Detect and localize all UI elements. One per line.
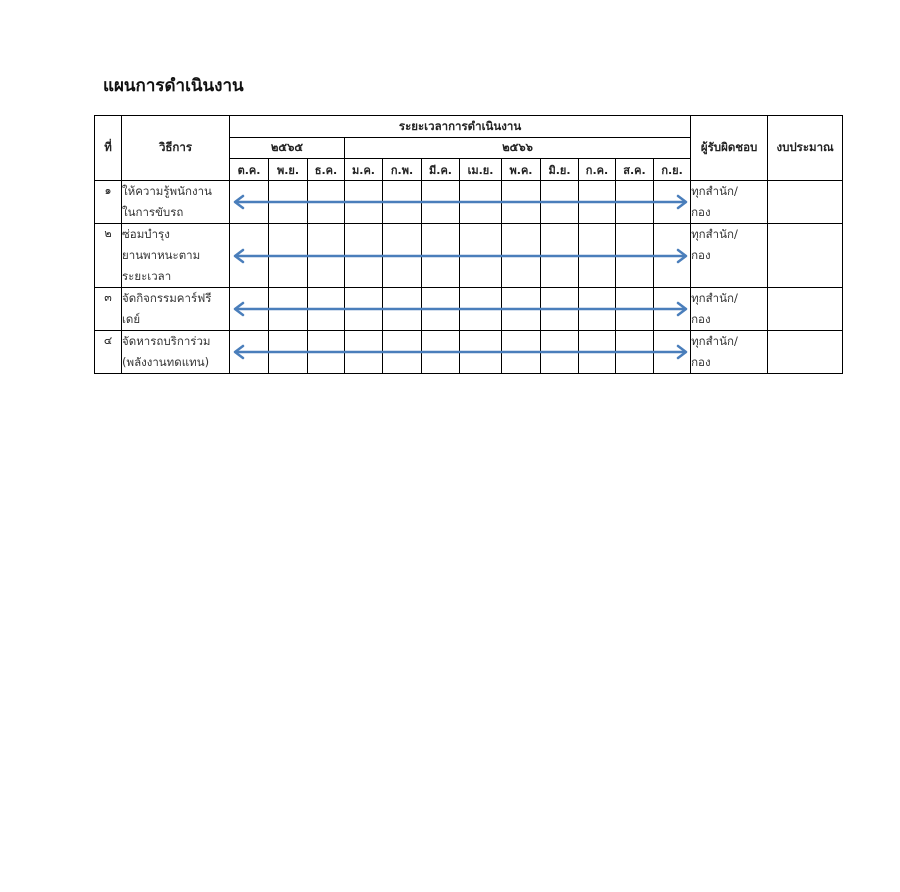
- month-cell: [654, 181, 691, 224]
- header-month: ก.พ.: [383, 159, 422, 181]
- month-cell: [269, 331, 308, 374]
- month-cell: [541, 331, 579, 374]
- month-cell: [345, 181, 383, 224]
- method-text: ในการขับรถ: [122, 205, 184, 219]
- month-cell: [308, 224, 345, 288]
- method-text: ยานพาหนะตาม: [122, 248, 201, 262]
- header-month: เม.ย.: [460, 159, 502, 181]
- method-text: เดย์: [122, 312, 141, 326]
- month-cell: [579, 181, 616, 224]
- month-cell: [616, 224, 654, 288]
- table-row: [95, 288, 843, 331]
- month-cell: [345, 224, 383, 288]
- method-text: ซ่อมบำรุง: [122, 227, 170, 241]
- header-no: ที่: [95, 116, 122, 181]
- row-number: ๓: [95, 288, 122, 331]
- month-cell: [269, 181, 308, 224]
- month-cell: [230, 224, 269, 288]
- responsible-text: กอง: [691, 355, 711, 369]
- responsible-cell: [691, 224, 768, 288]
- budget-cell: [768, 181, 843, 224]
- responsible-cell: [691, 181, 768, 224]
- month-cell: [345, 331, 383, 374]
- month-cell: [502, 331, 541, 374]
- month-cell: [654, 224, 691, 288]
- table-row: [95, 331, 843, 374]
- header-month: ก.ย.: [654, 159, 691, 181]
- month-cell: [616, 331, 654, 374]
- row-number: ๔: [95, 331, 122, 374]
- method-cell: [122, 288, 230, 331]
- method-text: (พลังงานทดแทน): [122, 355, 210, 369]
- responsible-text: กอง: [691, 248, 711, 262]
- month-cell: [269, 224, 308, 288]
- header-responsible: ผู้รับผิดชอบ: [691, 116, 768, 181]
- month-cell: [383, 331, 422, 374]
- row-number: ๑: [95, 181, 122, 224]
- month-cell: [502, 181, 541, 224]
- header-month: พ.ย.: [269, 159, 308, 181]
- budget-cell: [768, 288, 843, 331]
- month-cell: [502, 288, 541, 331]
- month-cell: [345, 288, 383, 331]
- header-timeline: ระยะเวลาการดำเนินงาน: [230, 116, 691, 138]
- month-cell: [502, 224, 541, 288]
- table-row: [95, 224, 843, 288]
- responsible-text: กอง: [691, 312, 711, 326]
- header-month: ม.ค.: [345, 159, 383, 181]
- month-cell: [579, 331, 616, 374]
- month-cell: [460, 224, 502, 288]
- month-cell: [230, 181, 269, 224]
- responsible-text: ทุกสำนัก/: [691, 291, 738, 305]
- row-number: ๒: [95, 224, 122, 288]
- header-year-2565: ๒๕๖๕: [230, 138, 345, 159]
- month-cell: [654, 331, 691, 374]
- month-cell: [579, 224, 616, 288]
- month-cell: [541, 224, 579, 288]
- header-month: มี.ค.: [422, 159, 460, 181]
- header-month: มิ.ย.: [541, 159, 579, 181]
- month-cell: [383, 224, 422, 288]
- month-cell: [654, 288, 691, 331]
- page-title: แผนการดำเนินงาน: [103, 76, 244, 96]
- method-text: ระยะเวลา: [122, 269, 172, 283]
- month-cell: [541, 288, 579, 331]
- responsible-text: ทุกสำนัก/: [691, 227, 738, 241]
- header-month: ส.ค.: [616, 159, 654, 181]
- month-cell: [616, 181, 654, 224]
- header-month: ก.ค.: [579, 159, 616, 181]
- responsible-text: ทุกสำนัก/: [691, 334, 738, 348]
- header-method: วิธีการ: [122, 116, 230, 181]
- budget-cell: [768, 331, 843, 374]
- table-row: [95, 181, 843, 224]
- responsible-cell: [691, 331, 768, 374]
- method-cell: [122, 224, 230, 288]
- responsible-text: กอง: [691, 205, 711, 219]
- responsible-cell: [691, 288, 768, 331]
- month-cell: [230, 288, 269, 331]
- month-cell: [308, 331, 345, 374]
- month-cell: [541, 181, 579, 224]
- header-budget: งบประมาณ: [768, 116, 843, 181]
- header-year-2566: ๒๕๖๖: [345, 138, 691, 159]
- method-text: ให้ความรู้พนักงาน: [122, 184, 212, 198]
- month-cell: [422, 331, 460, 374]
- month-cell: [308, 181, 345, 224]
- month-cell: [422, 288, 460, 331]
- operation-plan-table: [94, 115, 843, 374]
- header-month: ธ.ค.: [308, 159, 345, 181]
- month-cell: [460, 288, 502, 331]
- method-cell: [122, 181, 230, 224]
- method-cell: [122, 331, 230, 374]
- month-cell: [230, 331, 269, 374]
- month-cell: [579, 288, 616, 331]
- month-cell: [383, 181, 422, 224]
- method-text: จัดกิจกรรมคาร์ฟรี: [122, 291, 212, 305]
- month-cell: [422, 224, 460, 288]
- month-cell: [383, 288, 422, 331]
- month-cell: [422, 181, 460, 224]
- budget-cell: [768, 224, 843, 288]
- month-cell: [616, 288, 654, 331]
- month-cell: [269, 288, 308, 331]
- month-cell: [460, 331, 502, 374]
- month-cell: [460, 181, 502, 224]
- method-text: จัดหารถบริการ่วม: [122, 334, 211, 348]
- header-month: พ.ค.: [502, 159, 541, 181]
- header-month: ต.ค.: [230, 159, 269, 181]
- responsible-text: ทุกสำนัก/: [691, 184, 738, 198]
- month-cell: [308, 288, 345, 331]
